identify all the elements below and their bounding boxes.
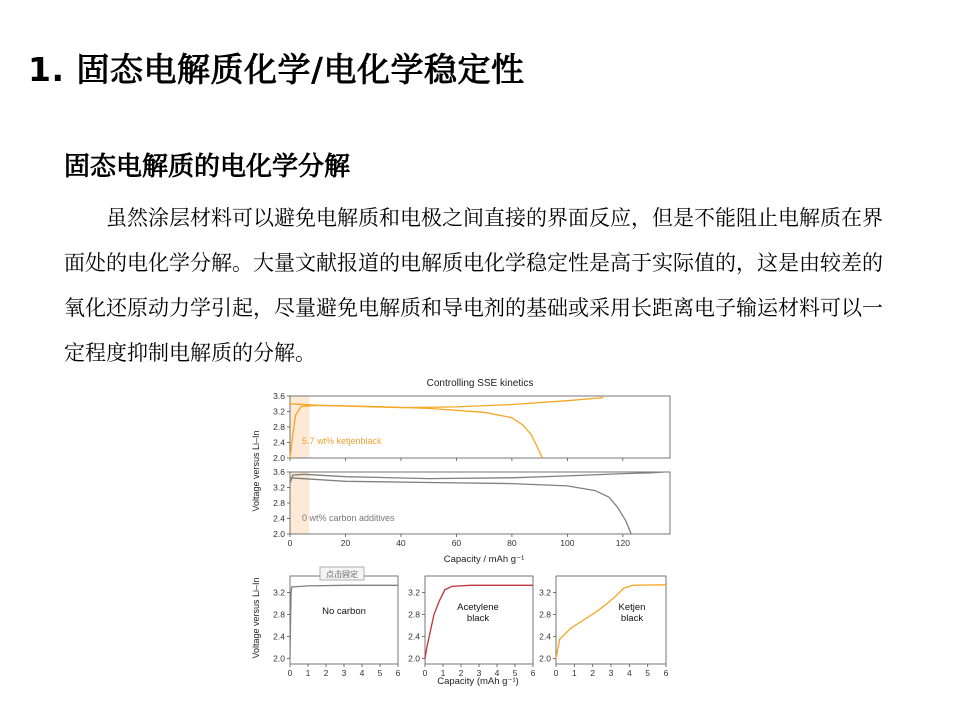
y-tick-label: 2.4 xyxy=(539,631,551,642)
y-tick-label: 2.0 xyxy=(273,653,285,664)
panel-annotation: Ketjen xyxy=(618,602,646,613)
x-tick-label: 60 xyxy=(451,538,462,548)
shaded-region xyxy=(290,472,309,534)
y-tick-label: 2.8 xyxy=(273,422,285,432)
series-line-charge xyxy=(290,398,603,458)
tooltip-text[interactable]: 点击固定 xyxy=(326,570,358,579)
x-tick-label: 6 xyxy=(663,668,669,678)
panel-annotation: No carbon xyxy=(322,606,366,617)
y-tick-label: 3.2 xyxy=(408,587,420,598)
series-line-curve xyxy=(556,585,666,659)
y-tick-label: 3.2 xyxy=(273,406,285,417)
ylabel-upper: Voltage versus Li–In xyxy=(251,430,261,512)
plot-panel-acetylene xyxy=(408,576,535,678)
y-tick-label: 2.8 xyxy=(273,609,285,620)
series-line-discharge xyxy=(290,404,542,458)
y-tick-label: 2.8 xyxy=(408,609,420,620)
panel-annotation: 5.7 wt% ketjenblack xyxy=(302,436,382,446)
x-tick-label: 3 xyxy=(476,668,482,678)
x-tick-label: 100 xyxy=(560,538,575,548)
x-tick-label: 3 xyxy=(341,668,347,678)
x-tick-label: 0 xyxy=(287,668,293,678)
x-tick-label: 5 xyxy=(512,668,518,678)
y-tick-label: 2.4 xyxy=(273,631,285,642)
panel-annotation: black xyxy=(620,613,644,624)
y-tick-label: 3.6 xyxy=(273,391,285,401)
x-tick-label: 5 xyxy=(645,668,651,678)
x-tick-label: 2 xyxy=(590,668,596,678)
x-tick-label: 1 xyxy=(440,668,446,678)
y-tick-label: 2.4 xyxy=(273,437,285,448)
y-tick-label: 2.4 xyxy=(273,513,285,524)
xlabel-lower: Capacity (mAh g⁻¹) xyxy=(437,676,519,687)
body-paragraph: 虽然涂层材料可以避免电解质和电极之间直接的界面反应，但是不能阻止电解质在界面处的电化学分解。大量文献报道的电解质电化学稳定性是高于实际值的，这是由较差的氧化还原动力学引起，尽量避免电解质和导电剂的基础或采用长距离电子输运材料可以一定程度抑制电解质的分解。 xyxy=(64,206,883,365)
panel-annotation: Acetylene xyxy=(457,602,499,613)
plot-frame xyxy=(556,576,666,664)
plot-panel-no-carbon xyxy=(273,576,400,678)
panel-annotation: 0 wt% carbon additives xyxy=(302,513,395,523)
y-tick-label: 3.2 xyxy=(273,482,285,493)
y-tick-label: 2.0 xyxy=(539,653,551,664)
y-tick-label: 2.0 xyxy=(273,529,285,539)
x-tick-label: 6 xyxy=(395,668,401,678)
y-tick-label: 3.2 xyxy=(273,587,285,598)
x-tick-label: 4 xyxy=(494,668,500,678)
y-tick-label: 3.2 xyxy=(539,587,551,598)
panel-annotation: black xyxy=(466,613,490,624)
x-tick-label: 3 xyxy=(608,668,614,678)
y-tick-label: 2.8 xyxy=(273,498,285,508)
xlabel-middle: Capacity / mAh g⁻¹ xyxy=(443,554,525,565)
x-tick-label: 0 xyxy=(287,538,293,548)
x-tick-label: 1 xyxy=(305,668,311,678)
x-tick-label: 6 xyxy=(530,668,536,678)
plot-frame xyxy=(290,576,398,664)
x-tick-label: 2 xyxy=(323,668,329,678)
x-tick-label: 120 xyxy=(615,538,630,548)
y-tick-label: 2.0 xyxy=(273,453,285,463)
chart-figure xyxy=(240,366,680,696)
chart-title: Controlling SSE kinetics xyxy=(426,378,534,389)
plot-panel-ketjen xyxy=(539,576,668,678)
plot-panel-top xyxy=(273,391,670,463)
slide-subtitle: 固态电解质的电化学分解 xyxy=(64,152,351,182)
x-tick-label: 4 xyxy=(626,668,632,678)
x-tick-label: 0 xyxy=(422,668,428,678)
y-tick-label: 2.8 xyxy=(539,609,551,620)
ylabel-lower: Voltage versus Li–In xyxy=(251,577,261,659)
x-tick-label: 2 xyxy=(458,668,464,678)
slide-title: 1. 固态电解质化学/电化学稳定性 xyxy=(28,50,525,89)
x-tick-label: 5 xyxy=(377,668,383,678)
y-tick-label: 3.6 xyxy=(273,467,285,477)
x-tick-label: 1 xyxy=(571,668,577,678)
x-tick-label: 40 xyxy=(396,538,406,548)
plot-panel-middle xyxy=(273,467,670,548)
x-tick-label: 80 xyxy=(507,538,517,548)
y-tick-label: 2.4 xyxy=(408,631,420,642)
series-line-curve xyxy=(290,585,398,658)
x-tick-label: 4 xyxy=(359,668,365,678)
series-line-discharge xyxy=(290,478,631,534)
y-tick-label: 2.0 xyxy=(408,653,420,664)
x-tick-label: 0 xyxy=(553,668,559,678)
x-tick-label: 20 xyxy=(340,538,351,548)
